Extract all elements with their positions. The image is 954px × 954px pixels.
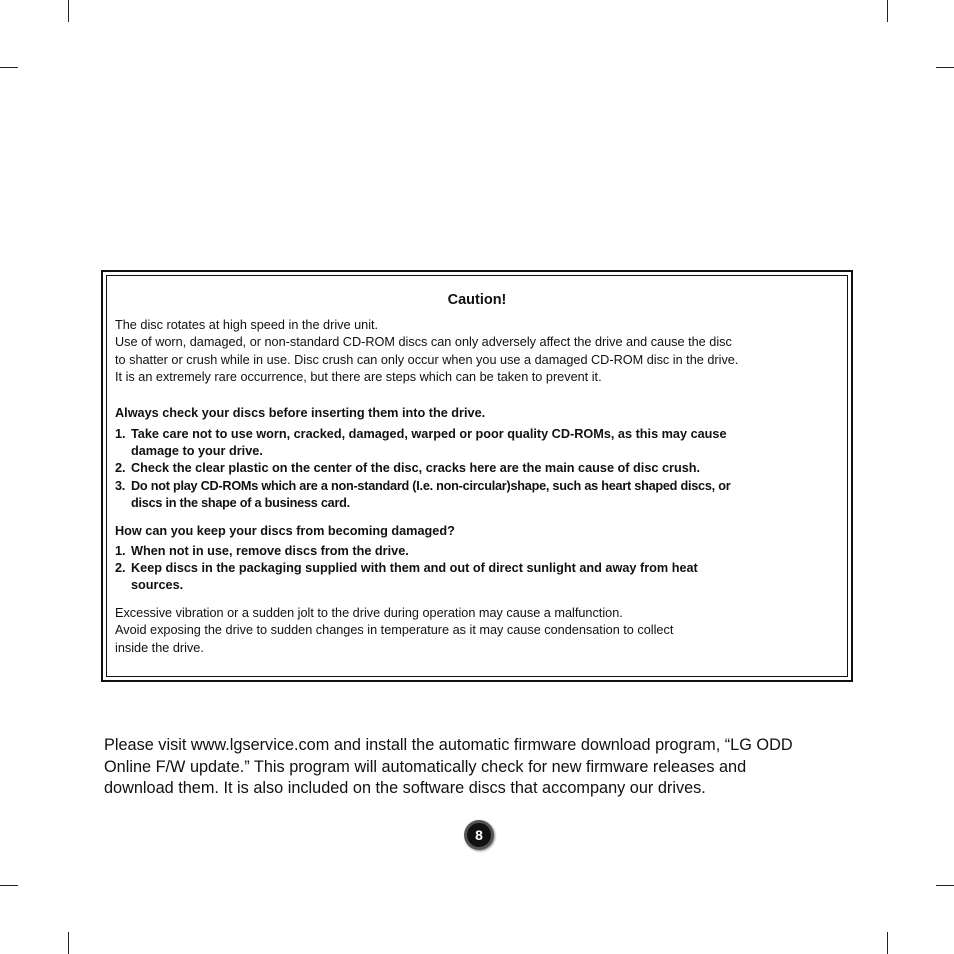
- crop-mark-right-top: [936, 67, 954, 68]
- intro-line: The disc rotates at high speed in the drive unit.: [115, 318, 379, 332]
- intro-line: Use of worn, damaged, or non-standard CD-ROM discs can only adversely affect the drive and cause the disc: [115, 335, 732, 350]
- intro-line: to shatter or crush while in use. Disc crush can only occur when you use a damaged CD-ROM disc in the drive.: [115, 352, 739, 367]
- crop-mark-right-bottom: [936, 885, 954, 886]
- notice-line: Online F/W update.” This program will automatically check for new firmware releases and: [104, 757, 747, 776]
- caution-title: Caution!: [447, 292, 507, 308]
- list-item: [115, 478, 839, 512]
- intro-line: It is an extremely rare occurrence, but there are steps which can be taken to prevent it.: [115, 369, 602, 384]
- check-list: [115, 426, 839, 512]
- list-item-text: Take care not to use worn, cracked, damaged, warped or poor quality CD-ROMs, as this may cause: [131, 427, 727, 441]
- keep-heading: How can you keep your discs from becoming damaged?: [115, 524, 455, 538]
- list-item-number: 1.: [115, 427, 126, 441]
- crop-mark-left-top: [0, 67, 18, 68]
- list-item-number: 1.: [115, 544, 126, 558]
- check-heading: Always check your discs before inserting them into the drive.: [115, 406, 486, 420]
- crop-mark-top-left: [68, 0, 69, 22]
- caution-box: [101, 270, 853, 682]
- list-item-text: Do not play CD-ROMs which are a non-standard (I.e. non-circular)shape, such as heart shaped discs, or: [131, 478, 731, 493]
- notice-line: download them. It is also included on the software discs that accompany our drives.: [104, 779, 706, 797]
- list-item-text: Keep discs in the packaging supplied with them and out of direct sunlight and away from heat: [131, 561, 698, 576]
- page-number: 8: [467, 823, 491, 847]
- list-item: [115, 460, 839, 477]
- list-item-text: sources.: [131, 578, 184, 593]
- caution-box-inner: [106, 275, 848, 677]
- footer-line: Excessive vibration or a sudden jolt to the drive during operation may cause a malfunction.: [115, 606, 623, 620]
- footer-line: Avoid exposing the drive to sudden changes in temperature as it may cause condensation to collect: [115, 623, 674, 638]
- caution-footer: [115, 605, 839, 657]
- list-item-text: damage to your drive.: [131, 444, 263, 459]
- crop-mark-left-bottom: [0, 885, 18, 886]
- firmware-notice: [104, 735, 844, 800]
- list-item-text: When not in use, remove discs from the drive.: [131, 544, 409, 558]
- list-item-text: Check the clear plastic on the center of the disc, cracks here are the main cause of disc crush.: [131, 461, 701, 476]
- list-item: [115, 426, 839, 460]
- crop-mark-bottom-right: [887, 932, 888, 954]
- list-item-number: 2.: [115, 461, 126, 476]
- crop-mark-bottom-left: [68, 932, 69, 954]
- list-item: [115, 560, 839, 594]
- crop-mark-top-right: [887, 0, 888, 22]
- list-item-text: discs in the shape of a business card.: [131, 495, 350, 510]
- page-number-badge: [464, 820, 494, 850]
- list-item-number: 3.: [115, 478, 126, 493]
- list-item-number: 2.: [115, 561, 126, 576]
- footer-line: inside the drive.: [115, 640, 204, 655]
- notice-line: Please visit www.lgservice.com and install the automatic firmware download program, “LG ODD: [104, 736, 793, 754]
- keep-list: [115, 543, 839, 595]
- list-item: [115, 543, 839, 560]
- caution-intro: [115, 317, 839, 386]
